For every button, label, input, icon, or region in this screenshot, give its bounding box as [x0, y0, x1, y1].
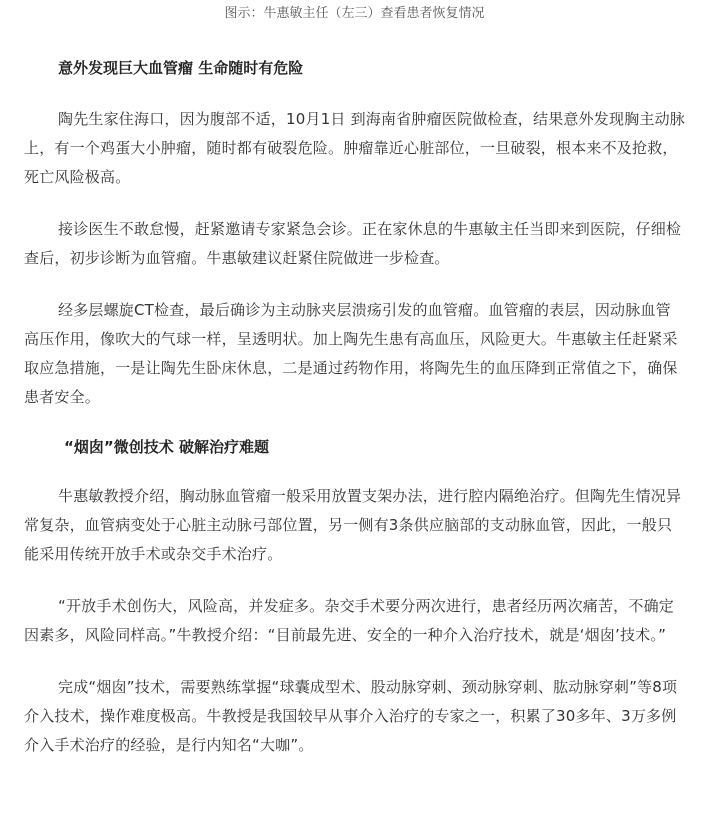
- image-caption: 图示：牛惠敏主任（左三）查看患者恢复情况: [224, 6, 485, 21]
- paragraph-1: 陶先生家住海口，因为腹部不适，10月1日 到海南省肿瘤医院做检查，结果意外发现胸主动脉上，有一个鸡蛋大小肿瘤，随时都有破裂危险。肿瘤靠近心脏部位，一旦破裂，根本来不及抢救，死亡风险极高。: [24, 110, 686, 186]
- paragraph-4: 牛惠敏教授介绍，胸动脉血管瘤一般采用放置支架办法，进行腔内隔绝治疗。但陶先生情况异常复杂，血管病变处于心脏主动脉弓部位置，另一侧有3条供应脑部的支动脉血管，因此，一般只能采用传统开放手术或杂交手术治疗。: [24, 487, 682, 563]
- section-heading-1: 意外发现巨大血管瘤 生命随时有危险: [58, 59, 304, 77]
- paragraph-5: “开放手术创伤大，风险高，并发症多。杂交手术要分两次进行，患者经历两次痛苦，不确定因素多，风险同样高。”牛教授介绍：“目前最先进、安全的一种介入治疗技术，就是‘烟囱’技术。”: [24, 597, 674, 644]
- section-heading-2: “烟囱”微创技术 破解治疗难题: [64, 438, 269, 456]
- paragraph-2: 接诊医生不敢怠慢，赶紧邀请专家紧急会诊。正在家休息的牛惠敏主任当即来到医院，仔细检查后，初步诊断为血管瘤。牛惠敏建议赶紧住院做进一步检查。: [24, 220, 682, 267]
- paragraph-3: 经多层螺旋CT检查，最后确诊为主动脉夹层溃疡引发的血管瘤。血管瘤的表层，因动脉血管高压作用，像吹大的气球一样，呈透明状。加上陶先生患有高血压，风险更大。牛惠敏主任赶紧采取应急措施，一是让陶先生卧床休息，二是通过药物作用，将陶先生的血压降到正常值之下，确保患者安全。: [24, 301, 678, 406]
- paragraph-6: 完成“烟囱”技术，需要熟练掌握“球囊成型术、股动脉穿刺、颈动脉穿刺、肱动脉穿刺”等8项介入技术，操作难度极高。牛教授是我国较早从事介入治疗的专家之一，积累了30多年、3万多例介入手术治疗的经验，是行内知名“大咖”。: [24, 678, 678, 754]
